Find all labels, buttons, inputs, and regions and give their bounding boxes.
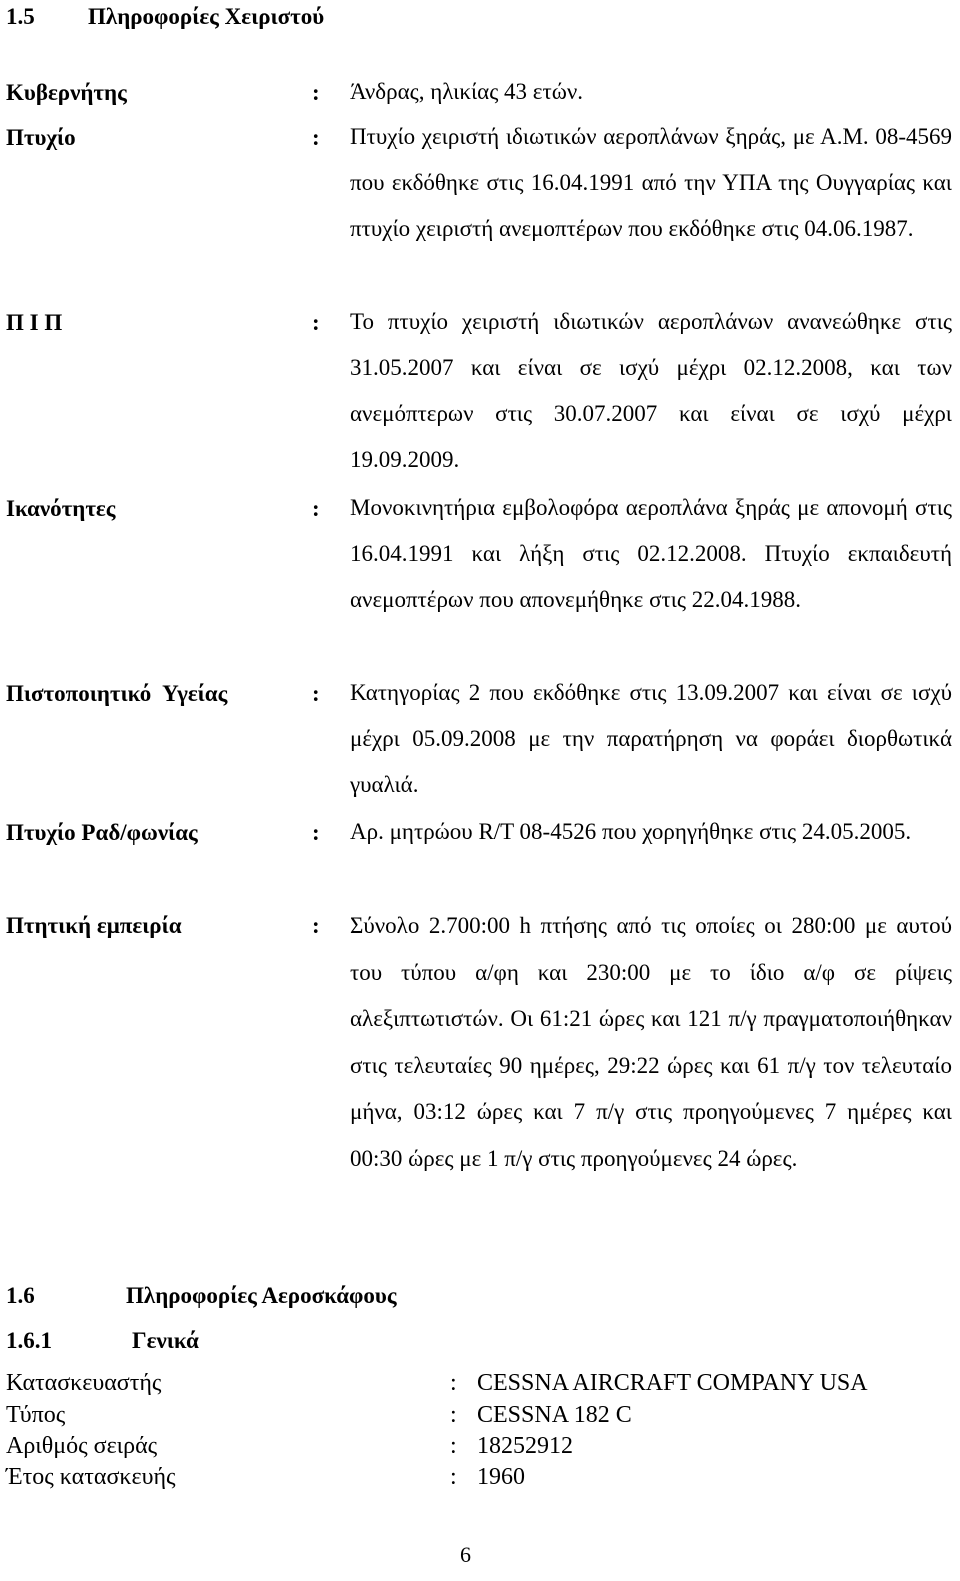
field-label-pip: Π Ι Π — [6, 310, 63, 335]
section-heading-1-6 — [6, 1283, 397, 1309]
subsection-number: 1.6.1 — [6, 1328, 52, 1353]
spec-value-type: CESSNA 182 C — [477, 1402, 632, 1428]
page-number: 6 — [460, 1542, 471, 1567]
spec-label-type: Τύπος — [6, 1402, 66, 1428]
field-value-medical: Κατηγορίας 2 που εκδόθηκε στις 13.09.2007 και είναι σε ισχύ μέχρι 05.09.2008 με την παρατήρηση να φοράει διορθωτικά γυαλιά. — [350, 680, 952, 797]
spec-label-serial: Αριθμός σειράς — [6, 1433, 158, 1459]
field-colon: : — [312, 820, 320, 845]
spec-value-manufacturer: CESSNA AIRCRAFT COMPANY USA — [477, 1370, 868, 1396]
field-label-license: Πτυχίο — [6, 125, 76, 150]
spec-colon: : — [450, 1433, 457, 1459]
field-colon: : — [312, 496, 320, 521]
section-heading-1-5 — [6, 4, 325, 30]
field-colon: : — [312, 681, 320, 706]
field-label-medical: Πιστοποιητικό Υγείας — [6, 681, 228, 706]
spec-colon: : — [450, 1464, 457, 1490]
section-number: 1.6 — [6, 1283, 35, 1308]
field-value-experience: Σύνολο 2.700:00 h πτήσης από τις οποίες οι 280:00 με αυτού του τύπου α/φη και 230:00 με το ίδιο α/φ σε ρίψεις αλεξιπτωτιστών. Οι 61:21 ώρες και 121 π/γ πραγματοποιήθηκαν στις τελευταίες 90 ημέρες, 29:22 ώρες και 61 π/γ τον τελευταίο μήνα, 03:12 ώρες και 7 π/γ στις προηγούμενες 7 ημέρες και 00:30 ώρες με 1 π/γ στις προηγούμενες 24 ώρες. — [350, 913, 952, 1171]
field-label-radio: Πτυχίο Ραδ/φωνίας — [6, 820, 198, 845]
spec-label-year: Έτος κατασκευής — [6, 1464, 176, 1490]
spec-value-serial: 18252912 — [477, 1433, 573, 1459]
field-colon: : — [312, 125, 320, 150]
field-value-pip: Το πτυχίο χειριστή ιδιωτικών αεροπλάνων ανανεώθηκε στις 31.05.2007 και είναι σε ισχύ μέχρι 02.12.2008, και των ανεμόπτερων στις 30.07.2007 και είναι σε ισχύ μέχρι 19.09.2009. — [350, 309, 952, 472]
spec-colon: : — [450, 1370, 457, 1396]
field-colon: : — [312, 913, 320, 938]
field-colon: : — [312, 80, 320, 105]
field-label-captain: Κυβερνήτης — [6, 80, 127, 105]
section-title: Πληροφορίες Αεροσκάφους — [126, 1283, 397, 1308]
section-title: Πληροφορίες Χειριστού — [88, 4, 325, 29]
subsection-heading-1-6-1 — [6, 1328, 199, 1354]
field-colon: : — [312, 310, 320, 335]
field-label-experience: Πτητική εμπειρία — [6, 913, 182, 938]
field-value-license: Πτυχίο χειριστή ιδιωτικών αεροπλάνων ξηράς, με Α.Μ. 08-4569 που εκδόθηκε στις 16.04.1991 από την ΥΠΑ της Ουγγαρίας και πτυχίο χειριστή ανεμοπτέρων που εκδόθηκε στις 04.06.1987. — [350, 124, 952, 241]
field-label-ratings: Ικανότητες — [6, 496, 116, 521]
field-value-ratings: Μονοκινητήρια εμβολοφόρα αεροπλάνα ξηράς με απονομή στις 16.04.1991 και λήξη στις 02.12.2008. Πτυχίο εκπαιδευτή ανεμοπτέρων που απονεμήθηκε στις 22.04.1988. — [350, 495, 952, 612]
section-number: 1.5 — [6, 4, 35, 29]
spec-label-manufacturer: Κατασκευαστής — [6, 1370, 162, 1396]
subsection-title: Γενικά — [132, 1328, 199, 1353]
field-value-radio: Αρ. μητρώου R/T 08-4526 που χορηγήθηκε στις 24.05.2005. — [350, 819, 912, 844]
spec-value-year: 1960 — [477, 1464, 525, 1490]
field-value-captain: Άνδρας, ηλικίας 43 ετών. — [350, 79, 583, 104]
spec-colon: : — [450, 1402, 457, 1428]
